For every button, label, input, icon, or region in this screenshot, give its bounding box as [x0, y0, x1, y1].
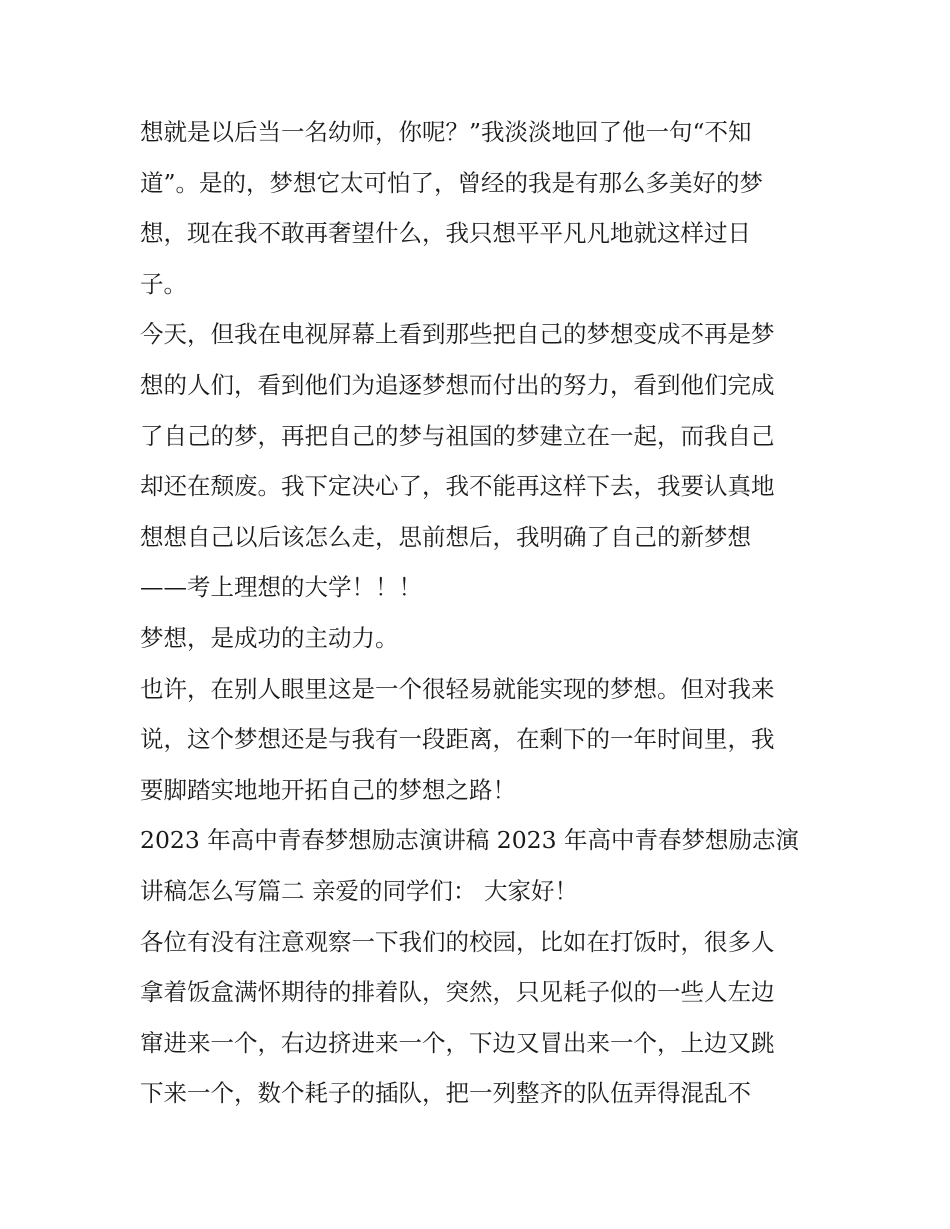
text-line: ——考上理想的大学！！！ — [140, 573, 422, 602]
text-line: 梦想，是成功的主动力。 — [140, 623, 399, 652]
text-line: 也许，在别人眼里这是一个很轻易就能实现的梦想。但对我来 — [140, 674, 775, 703]
text-line: 想，现在我不敢再奢望什么，我只想平平凡凡地就这样过日 — [140, 219, 751, 248]
text-line: 2023 年高中青春梦想励志演讲稿 2023 年高中青春梦想励志演 — [140, 826, 800, 855]
text-line: 想想自己以后该怎么走，思前想后，我明确了自己的新梦想 — [140, 522, 751, 551]
text-line: 各位有没有注意观察一下我们的校园，比如在打饭时，很多人 — [140, 927, 775, 956]
text-line: 窜进来一个，右边挤进来一个，下边又冒出来一个，上边又跳 — [140, 1028, 775, 1057]
text-line: 下来一个，数个耗子的插队，把一列整齐的队伍弄得混乱不 — [140, 1079, 751, 1108]
text-line: 了自己的梦，再把自己的梦与祖国的梦建立在一起，而我自己 — [140, 421, 775, 450]
text-line: 说，这个梦想还是与我有一段距离，在剩下的一年时间里，我 — [140, 725, 775, 754]
text-line: 道”。是的，梦想它太可怕了，曾经的我是有那么多美好的梦 — [140, 168, 764, 197]
text-line: 子。 — [140, 269, 187, 298]
text-line: 要脚踏实地地开拓自己的梦想之路！ — [140, 775, 516, 804]
text-line: 想就是以后当一名幼师，你呢？”我淡淡地回了他一句“不知 — [140, 118, 752, 146]
text-line: 想的人们，看到他们为追逐梦想而付出的努力，看到他们完成 — [140, 370, 775, 399]
document-body — [140, 107, 820, 1119]
text-line: 今天，但我在电视屏幕上看到那些把自己的梦想变成不再是梦 — [140, 320, 775, 349]
text-line: 拿着饭盒满怀期待的排着队，突然，只见耗子似的一些人左边 — [140, 978, 775, 1007]
text-line: 讲稿怎么写篇二 亲爱的同学们： 大家好！ — [140, 876, 578, 905]
text-line: 却还在颓废。我下定决心了，我不能再这样下去，我要认真地 — [140, 472, 775, 501]
